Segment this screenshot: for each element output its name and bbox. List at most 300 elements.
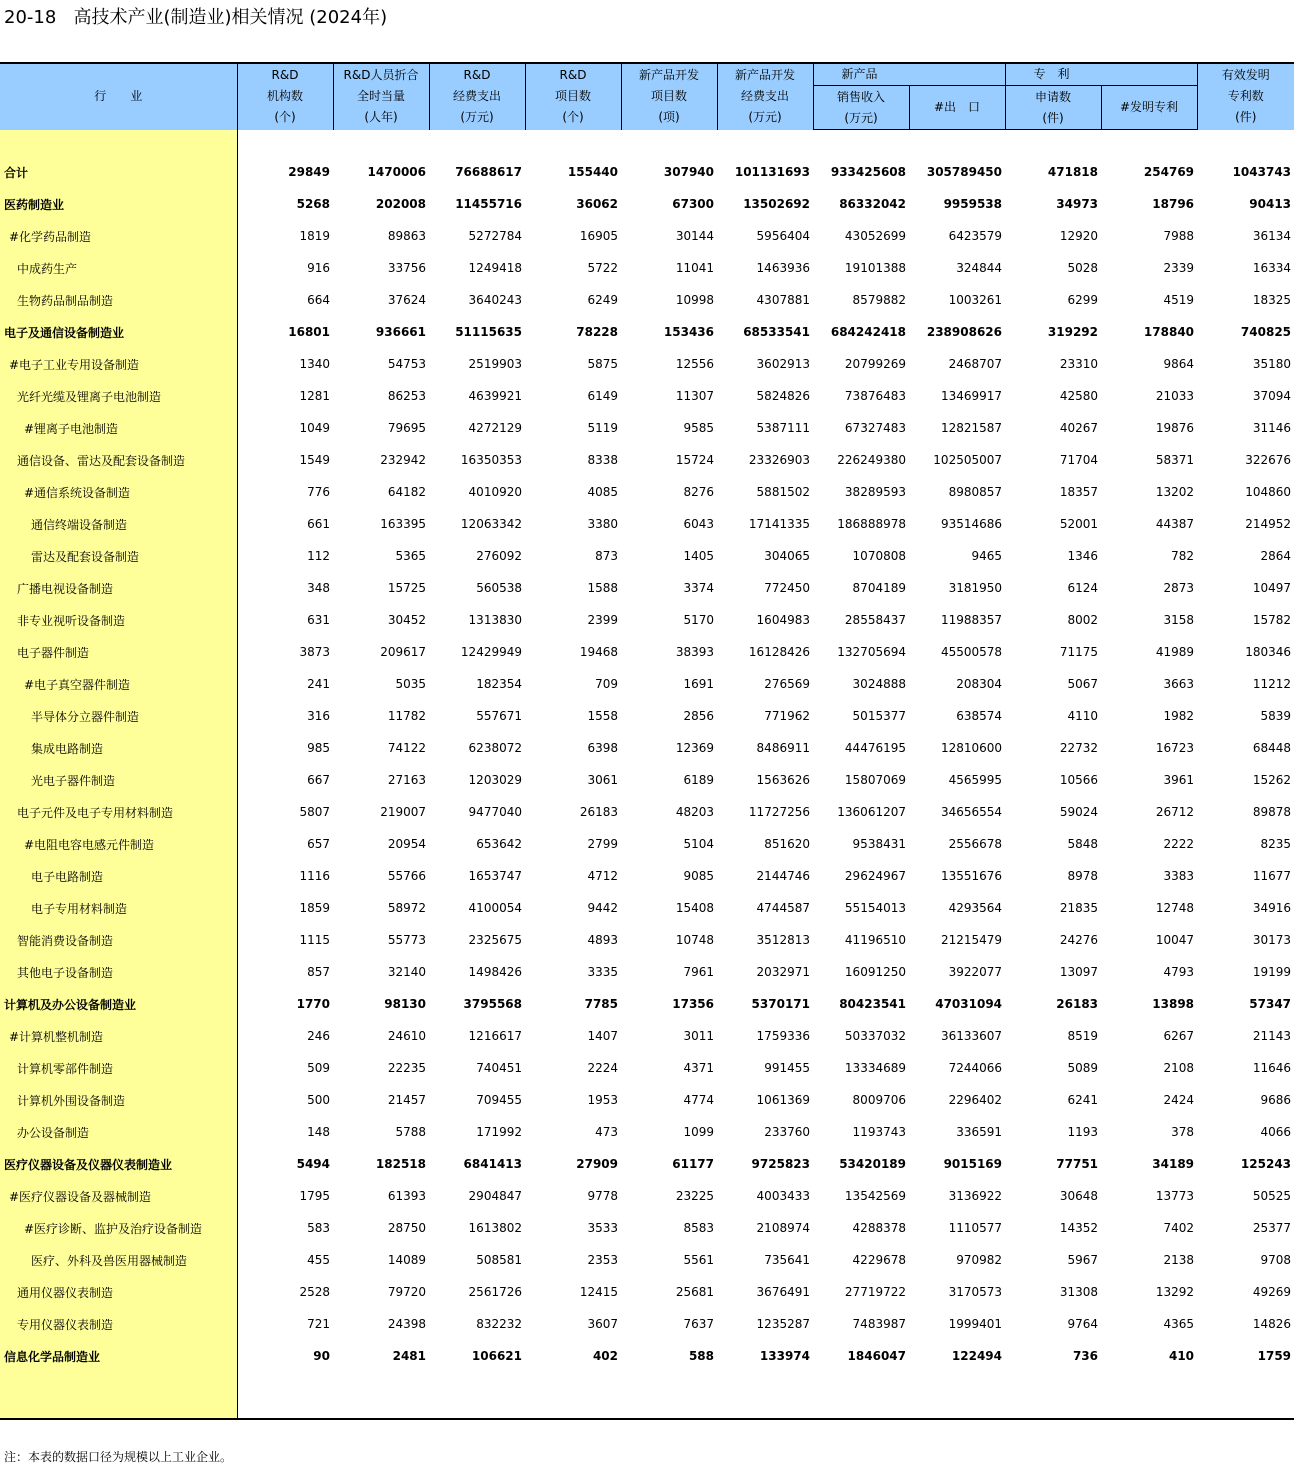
table-cell: 29624967 xyxy=(844,869,906,883)
table-row xyxy=(0,828,1294,860)
header-industry: 行 业 xyxy=(0,63,237,130)
table-cell: 2399 xyxy=(587,613,618,627)
row-label: 通信设备、雷达及配套设备制造 xyxy=(0,444,237,476)
table-cell: 638574 xyxy=(956,709,1003,723)
table-body xyxy=(0,130,1294,1420)
table-cell: 2222 xyxy=(1163,837,1195,851)
table-cell: 67327483 xyxy=(844,421,906,435)
row-label: 电子电路制造 xyxy=(0,860,237,892)
header-line: R&D人员折合 xyxy=(343,68,419,83)
table-row xyxy=(0,764,1294,796)
header-line: (万元) xyxy=(748,110,782,125)
table-cell: 832232 xyxy=(476,1317,522,1331)
table-cell: 20954 xyxy=(387,837,426,851)
table-cell: 9442 xyxy=(587,901,618,915)
table-cell: 102505007 xyxy=(933,453,1003,467)
table-cell: 13292 xyxy=(1155,1285,1195,1299)
table-cell: 11307 xyxy=(675,389,714,403)
table-cell: 21835 xyxy=(1059,901,1099,915)
table-cell: 9585 xyxy=(683,421,714,435)
table-row xyxy=(0,220,1294,252)
table-cell: 735641 xyxy=(764,1253,810,1267)
table-cell: 304065 xyxy=(764,549,810,563)
table-cell: 4066 xyxy=(1260,1125,1292,1139)
table-cell: 5788 xyxy=(395,1125,426,1139)
table-cell: 6124 xyxy=(1067,581,1099,595)
header-line: 新产品开发 xyxy=(734,68,795,83)
row-label: 生物药品制品制造 xyxy=(0,284,237,316)
table-cell: 10998 xyxy=(675,293,714,307)
table-cell: 348 xyxy=(307,581,330,595)
table-cell: 471818 xyxy=(1047,165,1099,179)
table-cell: 79695 xyxy=(387,421,426,435)
row-label: 中成药生产 xyxy=(0,252,237,284)
table-cell: 933425608 xyxy=(830,165,906,179)
table-cell: 5119 xyxy=(587,421,618,435)
table-cell: 991455 xyxy=(764,1061,810,1075)
table-cell: 4307881 xyxy=(756,293,810,307)
table-cell: 985 xyxy=(307,741,330,755)
table-cell: 4639921 xyxy=(468,389,522,403)
table-cell: 9764 xyxy=(1067,1317,1099,1331)
table-cell: 5494 xyxy=(296,1157,330,1171)
table-cell: 3011 xyxy=(683,1029,714,1043)
table-cell: 182354 xyxy=(476,677,522,691)
table-cell: 2904847 xyxy=(468,1189,522,1203)
header-line: (件) xyxy=(1235,110,1257,125)
table-cell: 49269 xyxy=(1252,1285,1292,1299)
table-cell: 104860 xyxy=(1245,485,1292,499)
table-cell: 90 xyxy=(313,1349,330,1363)
table-cell: 7244066 xyxy=(948,1061,1003,1075)
row-label: 医疗、外科及兽医用器械制造 xyxy=(0,1244,237,1276)
data-table xyxy=(0,62,1294,1420)
table-row xyxy=(0,444,1294,476)
table-row xyxy=(0,508,1294,540)
table-cell: 246 xyxy=(307,1029,330,1043)
table-cell: 3512813 xyxy=(756,933,810,947)
table-row xyxy=(0,1116,1294,1148)
table-cell: 30173 xyxy=(1252,933,1292,947)
table-cell: 17356 xyxy=(672,997,714,1011)
table-cell: 2864 xyxy=(1260,549,1292,563)
table-cell: 28558437 xyxy=(844,613,906,627)
table-row xyxy=(0,1212,1294,1244)
table-cell: 30144 xyxy=(675,229,714,243)
table-cell: 78228 xyxy=(576,325,618,339)
header-line: 经费支出 xyxy=(740,89,789,104)
table-cell: 27163 xyxy=(387,773,426,787)
table-cell: 98130 xyxy=(384,997,426,1011)
table-cell: 54753 xyxy=(387,357,426,371)
header-patent-invention: #发明专利 xyxy=(1101,86,1197,130)
table-cell: 1346 xyxy=(1067,549,1099,563)
table-cell: 79720 xyxy=(387,1285,426,1299)
table-cell: 10566 xyxy=(1059,773,1099,787)
table-cell: 13097 xyxy=(1059,965,1099,979)
table-cell: 12821587 xyxy=(940,421,1003,435)
table-cell: 37624 xyxy=(387,293,426,307)
table-row xyxy=(0,700,1294,732)
table-cell: 186888978 xyxy=(837,517,906,531)
table-cell: 11212 xyxy=(1252,677,1292,691)
header-line: 经费支出 xyxy=(452,89,501,104)
table-cell: 936661 xyxy=(375,325,426,339)
header-line: (万元) xyxy=(460,110,494,125)
row-label: #化学药品制造 xyxy=(0,220,237,252)
table-cell: 4100054 xyxy=(468,901,522,915)
table-cell: 21215479 xyxy=(940,933,1003,947)
table-cell: 1116 xyxy=(299,869,330,883)
table-cell: 8002 xyxy=(1067,613,1099,627)
table-cell: 57347 xyxy=(1249,997,1292,1011)
table-cell: 47031094 xyxy=(935,997,1003,1011)
table-cell: 9725823 xyxy=(751,1157,810,1171)
table-cell: 53420189 xyxy=(839,1157,906,1171)
table-cell: 5956404 xyxy=(756,229,810,243)
table-cell: 11455716 xyxy=(455,197,522,211)
table-cell: 2424 xyxy=(1163,1093,1195,1107)
table-cell: 305789450 xyxy=(926,165,1003,179)
table-row xyxy=(0,796,1294,828)
table-cell: 13773 xyxy=(1155,1189,1195,1203)
table-cell: 13542569 xyxy=(844,1189,906,1203)
table-cell: 1099 xyxy=(683,1125,714,1139)
table-cell: 12556 xyxy=(675,357,714,371)
table-row xyxy=(0,604,1294,636)
table-cell: 106621 xyxy=(471,1349,522,1363)
table-cell: 36133607 xyxy=(940,1029,1003,1043)
table-cell: 18325 xyxy=(1252,293,1292,307)
table-cell: 3024888 xyxy=(852,677,906,691)
row-label: 信息化学品制造业 xyxy=(0,1340,237,1372)
table-cell: 68533541 xyxy=(743,325,810,339)
table-cell: 182518 xyxy=(375,1157,426,1171)
table-cell: 6423579 xyxy=(948,229,1003,243)
table-cell: 1070808 xyxy=(852,549,906,563)
table-cell: 1115 xyxy=(299,933,330,947)
table-cell: 2481 xyxy=(392,1349,426,1363)
table-cell: 15807069 xyxy=(844,773,906,787)
table-cell: 402 xyxy=(592,1349,618,1363)
table-cell: 10047 xyxy=(1155,933,1195,947)
table-row xyxy=(0,1340,1294,1372)
table-cell: 4712 xyxy=(587,869,618,883)
header-line: 销售收入 xyxy=(836,89,885,104)
table-cell: 9015169 xyxy=(943,1157,1003,1171)
table-cell: 2468707 xyxy=(948,357,1003,371)
table-row xyxy=(0,1084,1294,1116)
row-label: #医疗诊断、监护及治疗设备制造 xyxy=(0,1212,237,1244)
footnote: 注：本表的数据口径为规模以上工业企业。 xyxy=(4,1450,233,1464)
table-cell: 1563626 xyxy=(756,773,810,787)
table-cell: 11646 xyxy=(1252,1061,1292,1075)
header-patent-group: 专 利 xyxy=(1005,63,1197,86)
table-cell: 1249418 xyxy=(468,261,522,275)
table-row xyxy=(0,348,1294,380)
table-cell: 5967 xyxy=(1067,1253,1099,1267)
table-cell: 7988 xyxy=(1163,229,1195,243)
row-label: #锂离子电池制造 xyxy=(0,412,237,444)
row-label: 通用仪器仪表制造 xyxy=(0,1276,237,1308)
table-cell: 3602913 xyxy=(756,357,810,371)
table-cell: 5272784 xyxy=(468,229,522,243)
table-cell: 2528 xyxy=(299,1285,330,1299)
table-cell: 71175 xyxy=(1059,645,1099,659)
table-cell: 15724 xyxy=(675,453,714,467)
table-cell: 25681 xyxy=(675,1285,714,1299)
table-cell: 45500578 xyxy=(940,645,1003,659)
table-cell: 3181950 xyxy=(948,581,1003,595)
header-line: 全时当量 xyxy=(356,89,405,104)
table-cell: 18796 xyxy=(1152,197,1195,211)
spacer-cell xyxy=(237,130,1294,157)
table-cell: 16905 xyxy=(579,229,618,243)
table-cell: 9959538 xyxy=(943,197,1003,211)
table-cell: 34656554 xyxy=(940,805,1003,819)
table-cell: 1759336 xyxy=(756,1029,810,1043)
table-cell: 322676 xyxy=(1245,453,1292,467)
table-cell: 38289593 xyxy=(844,485,906,499)
table-cell: 9477040 xyxy=(468,805,522,819)
table-cell: 34916 xyxy=(1252,901,1292,915)
table-cell: 2799 xyxy=(587,837,618,851)
table-cell: 19876 xyxy=(1155,421,1195,435)
table-cell: 55773 xyxy=(387,933,426,947)
table-cell: 74122 xyxy=(387,741,426,755)
table-cell: 740825 xyxy=(1240,325,1292,339)
table-cell: 16723 xyxy=(1155,741,1195,755)
header-line: R&D xyxy=(271,68,299,83)
table-cell: 1498426 xyxy=(468,965,522,979)
spacer-row xyxy=(0,130,1294,157)
table-cell: 23310 xyxy=(1059,357,1099,371)
table-cell: 31308 xyxy=(1059,1285,1099,1299)
table-cell: 772450 xyxy=(764,581,810,595)
table-cell: 16091250 xyxy=(844,965,906,979)
table-cell: 125243 xyxy=(1240,1157,1292,1171)
table-cell: 1003261 xyxy=(948,293,1003,307)
table-cell: 2144746 xyxy=(756,869,810,883)
table-cell: 2108 xyxy=(1163,1061,1195,1075)
table-cell: 2561726 xyxy=(468,1285,522,1299)
table-cell: 209617 xyxy=(380,645,426,659)
table-cell: 43052699 xyxy=(844,229,906,243)
table-row xyxy=(0,476,1294,508)
table-cell: 13551676 xyxy=(940,869,1003,883)
table-cell: 233760 xyxy=(764,1125,810,1139)
table-cell: 1549 xyxy=(299,453,330,467)
table-cell: 19468 xyxy=(579,645,618,659)
table-cell: 30452 xyxy=(387,613,426,627)
header-np-sales xyxy=(813,86,909,130)
table-cell: 721 xyxy=(307,1317,330,1331)
table-cell: 34189 xyxy=(1152,1157,1195,1171)
header-line: (个) xyxy=(562,110,584,125)
table-cell: 2519903 xyxy=(468,357,522,371)
table-cell: 12920 xyxy=(1059,229,1099,243)
table-row xyxy=(0,892,1294,924)
table-cell: 2353 xyxy=(587,1253,618,1267)
table-cell: 560538 xyxy=(476,581,522,595)
table-cell: 42580 xyxy=(1059,389,1099,403)
table-cell: 61393 xyxy=(387,1189,426,1203)
table-cell: 8235 xyxy=(1260,837,1292,851)
table-cell: 32140 xyxy=(387,965,426,979)
table-cell: 24276 xyxy=(1059,933,1099,947)
table-cell: 58371 xyxy=(1155,453,1195,467)
header-rd-projects xyxy=(525,63,621,130)
table-cell: 6241 xyxy=(1067,1093,1099,1107)
table-row xyxy=(0,668,1294,700)
table-cell: 208304 xyxy=(956,677,1003,691)
table-cell: 4293564 xyxy=(948,901,1003,915)
table-cell: 1588 xyxy=(587,581,618,595)
row-label: 其他电子设备制造 xyxy=(0,956,237,988)
table-cell: 1770 xyxy=(296,997,330,1011)
table-cell: 1193 xyxy=(1067,1125,1099,1139)
table-cell: 736 xyxy=(1072,1349,1099,1363)
header-line: 专利数 xyxy=(1227,89,1264,104)
header-valid-patents xyxy=(1197,63,1294,130)
table-cell: 916 xyxy=(307,261,330,275)
table-cell: 2032971 xyxy=(756,965,810,979)
table-cell: 214952 xyxy=(1245,517,1292,531)
table-cell: 4371 xyxy=(683,1061,714,1075)
table-cell: 1110577 xyxy=(948,1221,1003,1235)
table-cell: 20799269 xyxy=(844,357,906,371)
table-cell: 132705694 xyxy=(837,645,906,659)
table-cell: 6841413 xyxy=(463,1157,522,1171)
table-cell: 653642 xyxy=(476,837,522,851)
table-cell: 1313830 xyxy=(468,613,522,627)
table-cell: 15408 xyxy=(675,901,714,915)
spacer-row xyxy=(0,1372,1294,1419)
table-cell: 8978 xyxy=(1067,869,1099,883)
table-row xyxy=(0,1020,1294,1052)
table-cell: 4229678 xyxy=(852,1253,906,1267)
row-label: 光纤光缆及锂离子电池制造 xyxy=(0,380,237,412)
table-cell: 171992 xyxy=(476,1125,522,1139)
table-cell: 5015377 xyxy=(852,709,906,723)
table-cell: 509 xyxy=(307,1061,330,1075)
row-label: 电子专用材料制造 xyxy=(0,892,237,924)
header-np-sales-group: 新产品 xyxy=(813,63,1005,86)
table-cell: 93514686 xyxy=(940,517,1003,531)
table-cell: 5028 xyxy=(1067,261,1099,275)
table-cell: 1340 xyxy=(299,357,330,371)
table-cell: 41196510 xyxy=(844,933,906,947)
table-cell: 12063342 xyxy=(460,517,522,531)
table-cell: 153436 xyxy=(663,325,714,339)
table-cell: 55766 xyxy=(387,869,426,883)
table-cell: 48203 xyxy=(675,805,714,819)
table-cell: 13898 xyxy=(1152,997,1195,1011)
row-label: 计算机及办公设备制造业 xyxy=(0,988,237,1020)
row-label: #通信系统设备制造 xyxy=(0,476,237,508)
table-row xyxy=(0,1148,1294,1180)
table-cell: 7402 xyxy=(1163,1221,1195,1235)
table-cell: 1405 xyxy=(683,549,714,563)
table-cell: 8338 xyxy=(587,453,618,467)
table-cell: 12748 xyxy=(1155,901,1195,915)
table-cell: 44476195 xyxy=(844,741,906,755)
table-cell: 67300 xyxy=(672,197,714,211)
table-cell: 4365 xyxy=(1163,1317,1195,1331)
table-cell: 3136922 xyxy=(948,1189,1003,1203)
table-cell: 10497 xyxy=(1252,581,1292,595)
row-label: 电子元件及电子专用材料制造 xyxy=(0,796,237,828)
table-cell: 410 xyxy=(1168,1349,1195,1363)
table-cell: 16350353 xyxy=(460,453,522,467)
header-np-export: #出 口 xyxy=(909,86,1005,130)
table-cell: 71704 xyxy=(1059,453,1099,467)
table-cell: 771962 xyxy=(764,709,810,723)
table-cell: 5824826 xyxy=(756,389,810,403)
header-patent-apps xyxy=(1005,86,1101,130)
header-line: (万元) xyxy=(844,110,878,125)
table-cell: 5365 xyxy=(395,549,426,563)
table-cell: 667 xyxy=(307,773,330,787)
row-label: 医药制造业 xyxy=(0,188,237,220)
table-cell: 9538431 xyxy=(852,837,906,851)
table-cell: 709455 xyxy=(476,1093,522,1107)
table-cell: 2856 xyxy=(683,709,714,723)
table-row xyxy=(0,252,1294,284)
table-row xyxy=(0,156,1294,188)
row-label: 集成电路制造 xyxy=(0,732,237,764)
row-label: #电子工业专用设备制造 xyxy=(0,348,237,380)
table-cell: 8276 xyxy=(683,485,714,499)
table-cell: 1216617 xyxy=(468,1029,522,1043)
table-cell: 29849 xyxy=(288,165,330,179)
table-cell: 1819 xyxy=(299,229,330,243)
table-cell: 76688617 xyxy=(455,165,522,179)
table-cell: 50525 xyxy=(1252,1189,1292,1203)
header-line: 有效发明 xyxy=(1221,68,1270,83)
table-cell: 8009706 xyxy=(852,1093,906,1107)
table-cell: 33756 xyxy=(387,261,426,275)
table-cell: 9778 xyxy=(587,1189,618,1203)
spacer-cell xyxy=(237,1372,1294,1419)
table-cell: 9085 xyxy=(683,869,714,883)
spacer-cell xyxy=(0,1372,237,1419)
table-cell: 11041 xyxy=(675,261,714,275)
table-cell: 226249380 xyxy=(837,453,906,467)
table-cell: 37094 xyxy=(1252,389,1292,403)
table-cell: 1193743 xyxy=(852,1125,906,1139)
table-cell: 1691 xyxy=(683,677,714,691)
table-cell: 241 xyxy=(307,677,330,691)
table-cell: 5875 xyxy=(587,357,618,371)
table-cell: 13202 xyxy=(1155,485,1195,499)
table-row xyxy=(0,188,1294,220)
table-cell: 4519 xyxy=(1163,293,1195,307)
table-cell: 5807 xyxy=(299,805,330,819)
table-cell: 588 xyxy=(688,1349,714,1363)
table-cell: 3640243 xyxy=(468,293,522,307)
table-cell: 657 xyxy=(307,837,330,851)
table-cell: 3607 xyxy=(587,1317,618,1331)
table-cell: 9686 xyxy=(1260,1093,1292,1107)
table-cell: 473 xyxy=(595,1125,618,1139)
row-label: 合计 xyxy=(0,156,237,188)
table-cell: 276569 xyxy=(764,677,810,691)
table-cell: 1470006 xyxy=(367,165,426,179)
table-cell: 4893 xyxy=(587,933,618,947)
table-cell: 122494 xyxy=(951,1349,1003,1363)
table-cell: 21033 xyxy=(1155,389,1195,403)
